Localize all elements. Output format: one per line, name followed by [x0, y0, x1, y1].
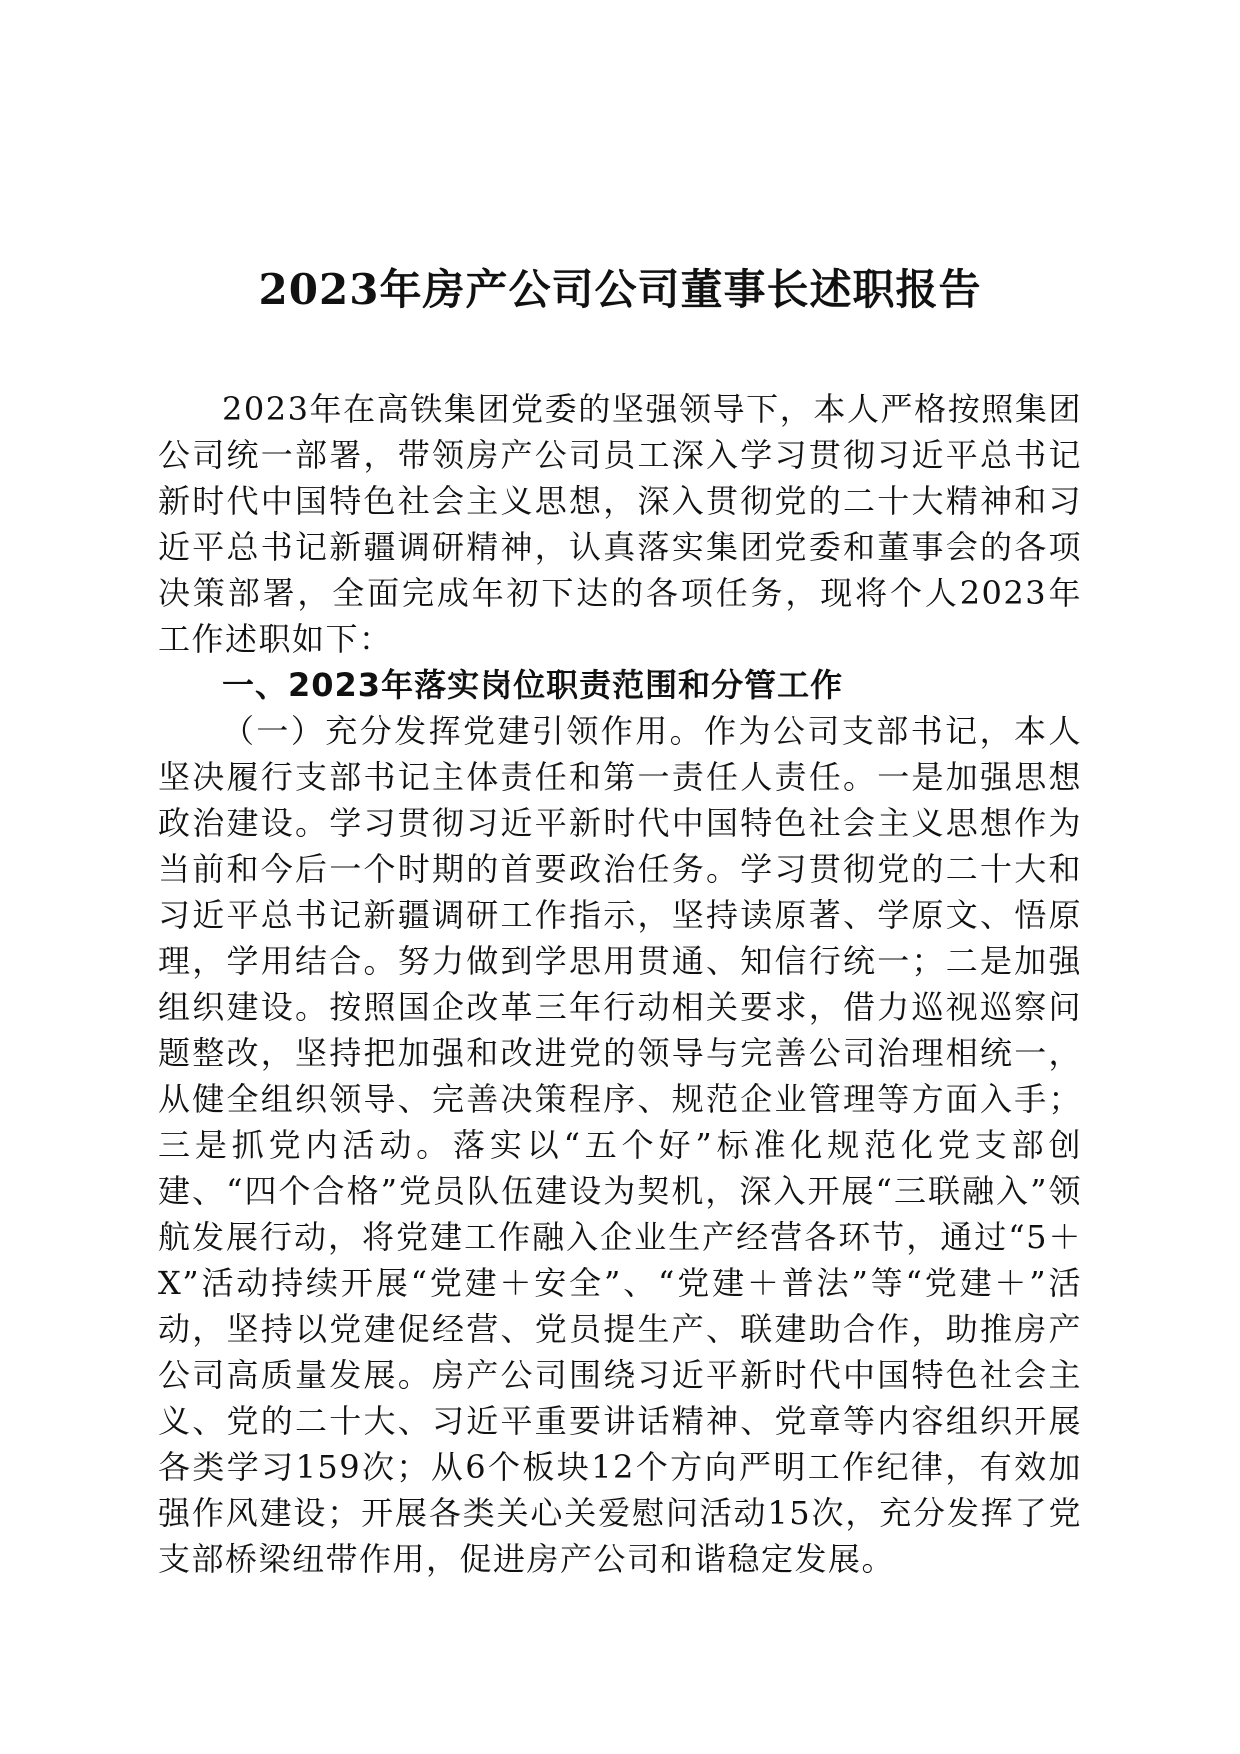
- document-body: [158, 386, 1082, 1582]
- intro-paragraph: 2023年在高铁集团党委的坚强领导下，本人严格按照集团公司统一部署，带领房产公司员工深入学习贯彻习近平总书记新时代中国特色社会主义思想，深入贯彻党的二十大精神和习近平总书记新疆调研精神，认真落实集团党委和董事会的各项决策部署，全面完成年初下达的各项任务，现将个人2023年工作述职如下：: [158, 390, 1082, 658]
- section-heading-1: 一、2023年落实岗位职责范围和分管工作: [222, 666, 844, 704]
- section-1-paragraph-1: （一）充分发挥党建引领作用。作为公司支部书记，本人坚决履行支部书记主体责任和第一责任人责任。一是加强思想政治建设。学习贯彻习近平新时代中国特色社会主义思想作为当前和今后一个时期的首要政治任务。学习贯彻党的二十大和习近平总书记新疆调研工作指示，坚持读原著、学原文、悟原理，学用结合。努力做到学思用贯通、知信行统一；二是加强组织建设。按照国企改革三年行动相关要求，借力巡视巡察问题整改，坚持把加强和改进党的领导与完善公司治理相统一，从健全组织领导、完善决策程序、规范企业管理等方面入手；三是抓党内活动。落实以“五个好”标准化规范化党支部创建、“四个合格”党员队伍建设为契机，深入开展“三联融入”领航发展行动，将党建工作融入企业生产经营各环节，通过“5＋X”活动持续开展“党建＋安全”、“党建＋普法”等“党建＋”活动，坚持以党建促经营、党员提生产、联建助合作，助推房产公司高质量发展。房产公司围绕习近平新时代中国特色社会主义、党的二十大、习近平重要讲话精神、党章等内容组织开展各类学习159次；从6个板块12个方向严明工作纪律，有效加强作风建设；开展各类关心关爱慰问活动15次，充分发挥了党支部桥梁纽带作用，促进房产公司和谐稳定发展。: [158, 712, 1082, 1578]
- document-title: 2023年房产公司公司董事长述职报告: [258, 265, 982, 314]
